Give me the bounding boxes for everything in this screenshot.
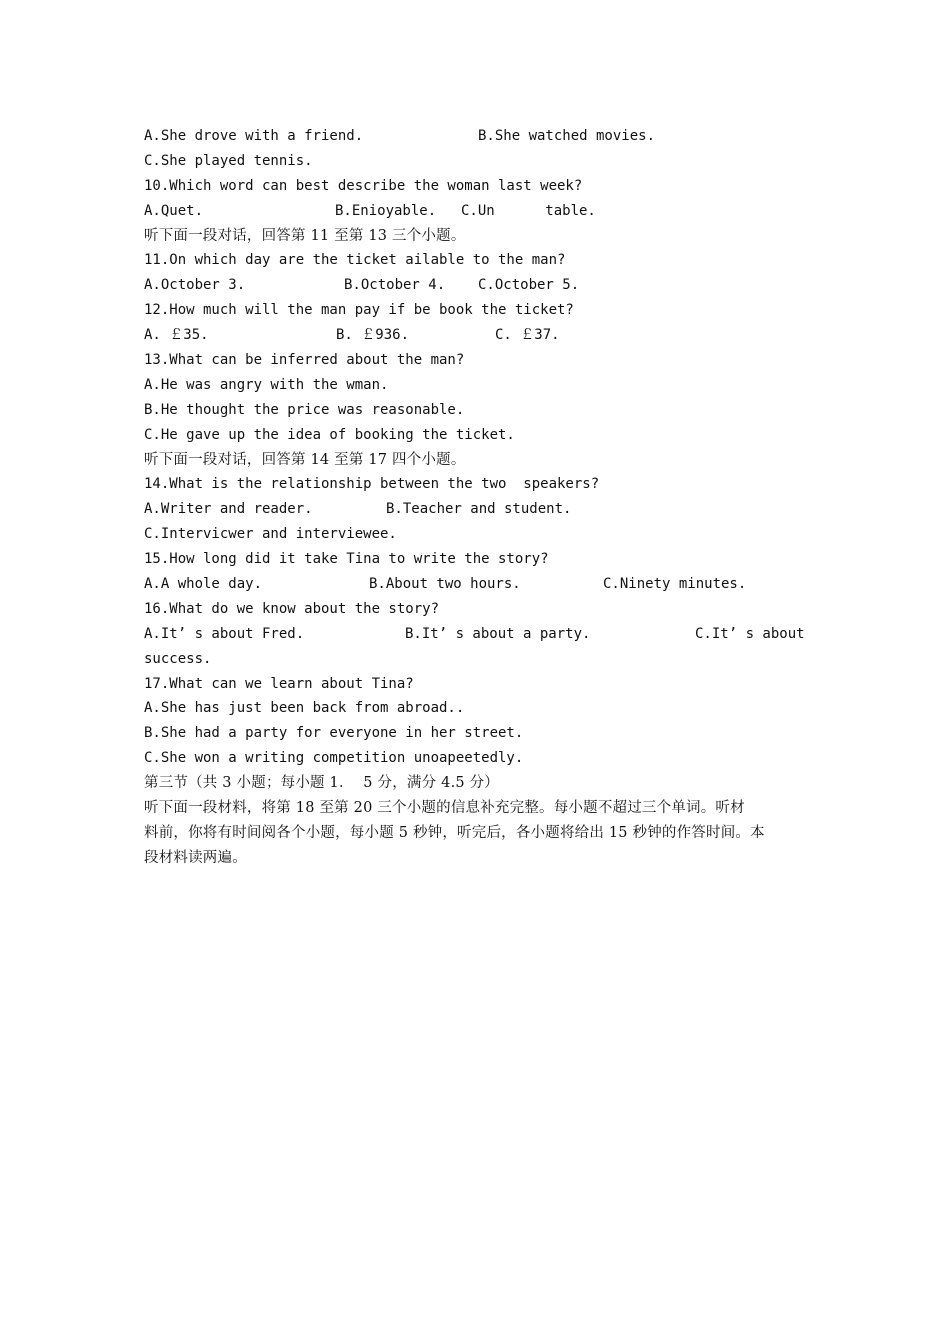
option-q17-c: C.She won a writing competition unoapeetedly. (144, 750, 524, 767)
option-q14-b: B.Teacher and student. (386, 501, 572, 518)
option-q15-c: C.Ninety minutes. (603, 576, 747, 593)
q16-options-row (144, 622, 808, 647)
option-q12-a: A. ￡35. (144, 327, 209, 344)
option-q11-a: A.October 3. (144, 277, 246, 294)
q14-options-row (144, 497, 808, 522)
option-q11-b: B.October 4. (344, 277, 446, 294)
q9-options-row-1 (144, 124, 808, 149)
question-12: 12.How much will the man pay if be book the ticket? (144, 302, 574, 319)
option-q16-c-continued: success. (144, 650, 212, 667)
section-instruction-11-13: 听下面一段对话，回答第 11 至第 13 三个小题。 (144, 227, 466, 244)
section-3-instructions (144, 796, 808, 871)
option-q11-c: C.October 5. (478, 277, 580, 294)
option-q15-b: B.About two hours. (369, 576, 521, 593)
option-q9-a: A.She drove with a friend. (144, 128, 364, 144)
question-11: 11.On which day are the ticket ailable to the man? (144, 252, 566, 269)
option-q16-b: B.It’ s about a party. (405, 625, 591, 642)
question-14: 14.What is the relationship between the two speakers? (144, 476, 600, 493)
section-3-instructions-line-1: 听下面一段材料，将第 18 至第 20 三个小题的信息补充完整。每小题不超过三个单词。听材 (144, 800, 745, 817)
q11-options-row (144, 273, 808, 298)
option-q14-c: C.Intervicwer and interviewee. (144, 526, 397, 543)
option-q10-b: B.Enioyable. (335, 202, 437, 219)
option-q17-b: B.She had a party for everyone in her street. (144, 725, 524, 742)
option-q12-b: B. ￡936. (336, 327, 410, 344)
q15-options-row (144, 572, 808, 597)
option-q10-c: C.Un table. (461, 202, 596, 219)
option-q14-a: A.Writer and reader. (144, 501, 313, 518)
question-13: 13.What can be inferred about the man? (144, 352, 465, 369)
option-q10-a: A.Quet. (144, 202, 204, 219)
q12-options-row (144, 323, 808, 348)
question-17: 17.What can we learn about Tina? (144, 675, 414, 692)
section-3-instructions-line-3: 段材料读两遍。 (144, 849, 247, 866)
option-q13-a: A.He was angry with the wman. (144, 376, 389, 393)
option-q16-c: C.It’ s about (695, 625, 805, 642)
option-q13-c: C.He gave up the idea of booking the ticket. (144, 426, 515, 443)
option-q9-b: B.She watched movies. (478, 128, 656, 144)
question-15: 15.How long did it take Tina to write the story? (144, 551, 549, 568)
q10-options-row (144, 199, 808, 224)
option-q17-a: A.She has just been back from abroad.. (144, 700, 465, 717)
section-3-instructions-line-2: 料前，你将有时间阅各个小题，每小题 5 秒钟，听完后，各小题将给出 15 秒钟的作答时间。本 (144, 824, 765, 841)
question-16: 16.What do we know about the story? (144, 600, 440, 617)
option-q9-c: C.She played tennis. (144, 152, 313, 169)
option-q16-a: A.It’ s about Fred. (144, 625, 305, 642)
section-3-title: 第三节（共 3 小题；每小题 1． 5 分，满分 4.5 分） (144, 775, 500, 792)
section-instruction-14-17: 听下面一段对话，回答第 14 至第 17 四个小题。 (144, 451, 466, 468)
option-q13-b: B.He thought the price was reasonable. (144, 401, 465, 418)
option-q12-c: C. ￡37. (495, 327, 560, 344)
option-q15-a: A.A whole day. (144, 576, 263, 593)
question-10: 10.Which word can best describe the woman last week? (144, 177, 583, 194)
exam-content (144, 124, 808, 871)
